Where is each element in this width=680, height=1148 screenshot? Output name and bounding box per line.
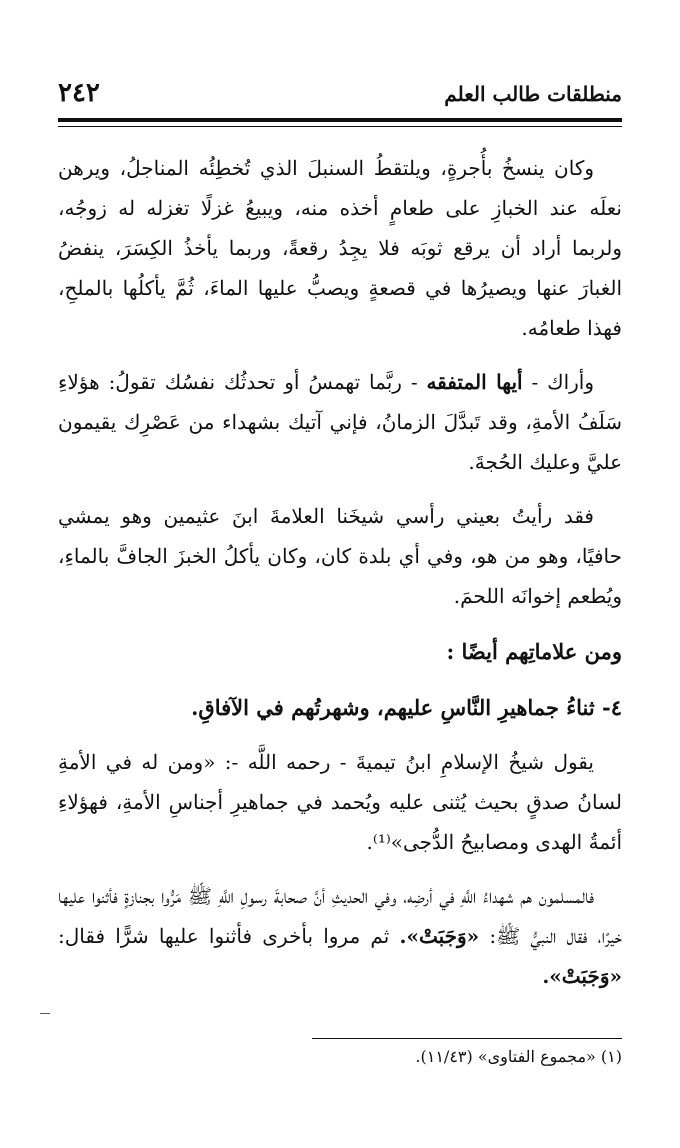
- hadith-word-2: «وَجَبَتْ».: [542, 964, 622, 988]
- page-number: ٢٤٢: [58, 78, 100, 108]
- page-header: [58, 78, 622, 112]
- footnote-rule: [312, 1038, 622, 1039]
- paragraph-5: [58, 876, 622, 996]
- paragraph-2: [58, 362, 622, 482]
- margin-mark: [40, 1013, 50, 1014]
- running-title: منطلقات طالب العلم: [444, 82, 622, 106]
- paragraph-5-middle: ثم مروا بأخرى فأثنوا عليها شرًّا فقال:: [58, 924, 400, 948]
- paragraph-4: يقول شيخُ الإسلامِ ابنُ تيميةَ - رحمه اللَّه -: «ومن له في الأمةِ لسانُ صدقٍ بحيث يُثنى عليه ويُحمد في جماهيرِ أجناسِ الأمةِ، فهؤلاءِ أئمةُ الهدى ومصابيحُ الدُّجى»⁽¹⁾.: [58, 750, 622, 854]
- footnote: (١) «مجموع الفتاوى» (١١/٤٣).: [415, 1047, 622, 1066]
- numbered-heading: ٤- ثناءُ جماهيرِ النَّاسِ عليهم، وشهرتُهم في الآفاقِ.: [191, 695, 622, 720]
- header-rule-thick: [58, 118, 622, 122]
- paragraph-5-start: فالمسلمون هم شهداءُ اللَّهِ في أرضِه، وفي الحديثِ أنَّ صحابةَ رسولِ اللَّهِ ﷺ مَرُّوا بجنازةٍ فأثنوا عليها خيرًا، فقال النبيُّ ﷺ:: [58, 884, 623, 948]
- paragraph-2-start: وأراك -: [522, 370, 594, 394]
- header-rule-thin: [58, 126, 622, 127]
- main-text: [58, 148, 622, 996]
- hadith-word-1: «وَجَبَتْ».: [399, 924, 480, 948]
- paragraph-1: وكان ينسخُ بأُجرةٍ، ويلتقطُ السنبلَ الذي تُخطِئُه المناجلُ، ويرهن نعلَه عند الخبازِ على طعامٍ أخذه منه، ويبيعُ غزلًا تغزله له زوجُه، ولربما أراد أن يرقع ثوبَه فلا يجِدُ رقعةً، وربما يأخذُ الكِسَرَ، ينفضُ الغبارَ عنها ويصيرُها في قصعةٍ ويصبُّ عليها الماءَ، ثُمَّ يأكلُها بالملحِ، فهذا طعامُه.: [58, 156, 622, 340]
- paragraph-2-rest: - ربَّما تهمسُ أو تحدثُك نفسُك تقولُ: هؤلاءِ سَلَفُ الأمةِ، وقد تَبدَّلَ الزمانُ، فإني آتيك بشهداء من عَصْرِك يقيمون عليَّ وعليك الحُجةَ.: [58, 370, 622, 474]
- section-heading: ومن علاماتِهم أيضًا :: [446, 639, 622, 664]
- addressee-bold: أيها المتفقه: [426, 370, 523, 394]
- paragraph-3: فقد رأيتُ بعيني رأسي شيخَنا العلامةَ ابنَ عثيمين وهو يمشي حافيًا، وهو من هو، وفي أي بلدة كان، وكان يأكلُ الخبزَ الجافَّ بالماءِ، ويُطعم إخوانَه اللحمَ.: [58, 504, 622, 608]
